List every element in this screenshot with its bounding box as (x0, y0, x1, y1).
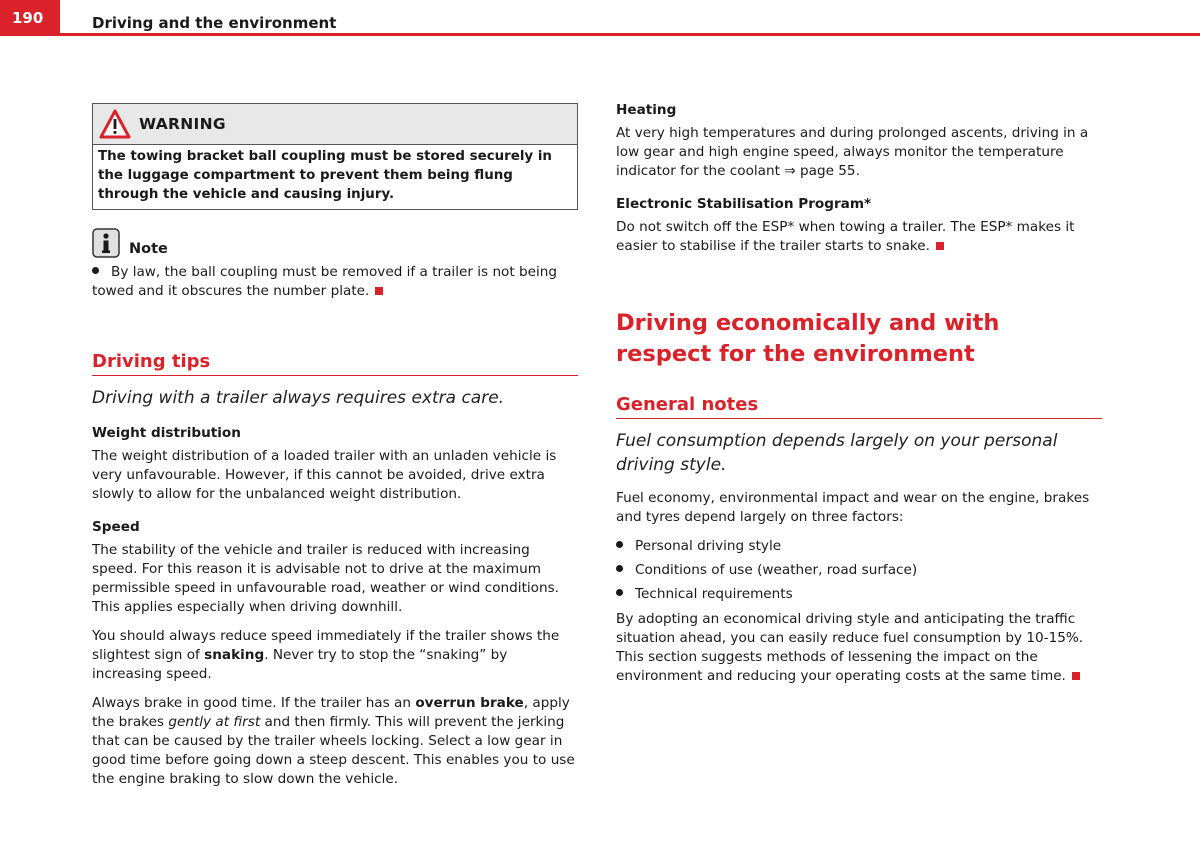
header-rule (0, 33, 1200, 36)
paragraph-heating: At very high temperatures and during prolonged ascents, driving in a low gear and high engine speed, always monitor the temperature indicator for the coolant ⇒ page 55. (616, 125, 1089, 179)
info-icon (92, 228, 120, 258)
paragraph-weight: The weight distribution of a loaded trailer with an unladen vehicle is very unfavourable. However, if this cannot be avoided, drive extra slowly to allow for the unbalanced weight distribution. (92, 448, 557, 502)
paragraph-esp: Do not switch off the ESP* when towing a trailer. The ESP* makes it easier to stabilise if the trailer starts to snake. (616, 219, 1075, 254)
warning-box (92, 103, 578, 210)
chapter-heading-economy: Driving economically and with respect for the environment (616, 310, 1000, 367)
paragraph-braking: Always brake in good time. If the trailer has an overrun brake, apply the brakes gently at first and then firmly. This will prevent the jerking that can be caused by the trailer wheels locking. Select a low gear in good time before going down a steep descent. This enables you to use the engine braking to slow down the vehicle. (92, 695, 575, 787)
left-column (92, 103, 578, 789)
list-item: Conditions of use (weather, road surface) (616, 561, 1102, 580)
paragraph-factors: Fuel economy, environmental impact and wear on the engine, brakes and tyres depend largely on three factors: (616, 490, 1090, 525)
subheading-heating: Heating (616, 102, 677, 118)
section-intro-economy: Fuel consumption depends largely on your personal driving style. (616, 431, 1058, 475)
page-number: 190 (0, 0, 60, 36)
subheading-weight: Weight distribution (92, 425, 241, 441)
right-column (616, 101, 1102, 686)
subheading-esp: Electronic Stabilisation Program* (616, 196, 872, 212)
section-intro: Driving with a trailer always requires extra care. (92, 388, 505, 408)
bullet-icon (616, 541, 623, 548)
warning-label: WARNING (139, 115, 226, 133)
warning-triangle-icon (99, 109, 131, 139)
section-heading-general-notes: General notes (616, 394, 1102, 419)
paragraph-economy: By adopting an economical driving style and anticipating the traffic situation ahead, you can easily reduce fuel consumption by 10-15%. This section suggests methods of lessening the impact on the environment and reducing your operating costs at the same time. (616, 611, 1084, 684)
subheading-speed: Speed (92, 519, 140, 535)
warning-header (93, 104, 577, 145)
end-marker-icon (936, 242, 944, 250)
paragraph-speed: The stability of the vehicle and trailer is reduced with increasing speed. For this reason it is advisable not to drive at the maximum permissible speed in unfavourable road, weather or wind conditions. This applies especially when driving downhill. (92, 542, 560, 615)
page-ref-arrow-icon: ⇒ (784, 163, 796, 179)
warning-text: The towing bracket ball coupling must be stored securely in the luggage compartment to prevent them being flung through the vehicle and causing injury. (98, 149, 552, 202)
paragraph-snaking: You should always reduce speed immediately if the trailer shows the slightest sign of snaking. Never try to stop the “snaking” by increasing speed. (92, 628, 560, 682)
end-marker-icon (375, 287, 383, 295)
chapter-title: Driving and the environment (92, 14, 337, 32)
factor-list (616, 537, 1102, 604)
section-heading-driving-tips: Driving tips (92, 351, 578, 376)
note-label: Note (129, 241, 168, 257)
note-text: By law, the ball coupling must be removed if a trailer is not being towed and it obscures the number plate. (92, 264, 558, 299)
bullet-icon (616, 565, 623, 572)
list-item: Personal driving style (616, 537, 1102, 556)
bullet-icon (92, 267, 99, 274)
note-header (92, 228, 578, 258)
end-marker-icon (1072, 672, 1080, 680)
list-item: Technical requirements (616, 585, 1102, 604)
bullet-icon (616, 589, 623, 596)
